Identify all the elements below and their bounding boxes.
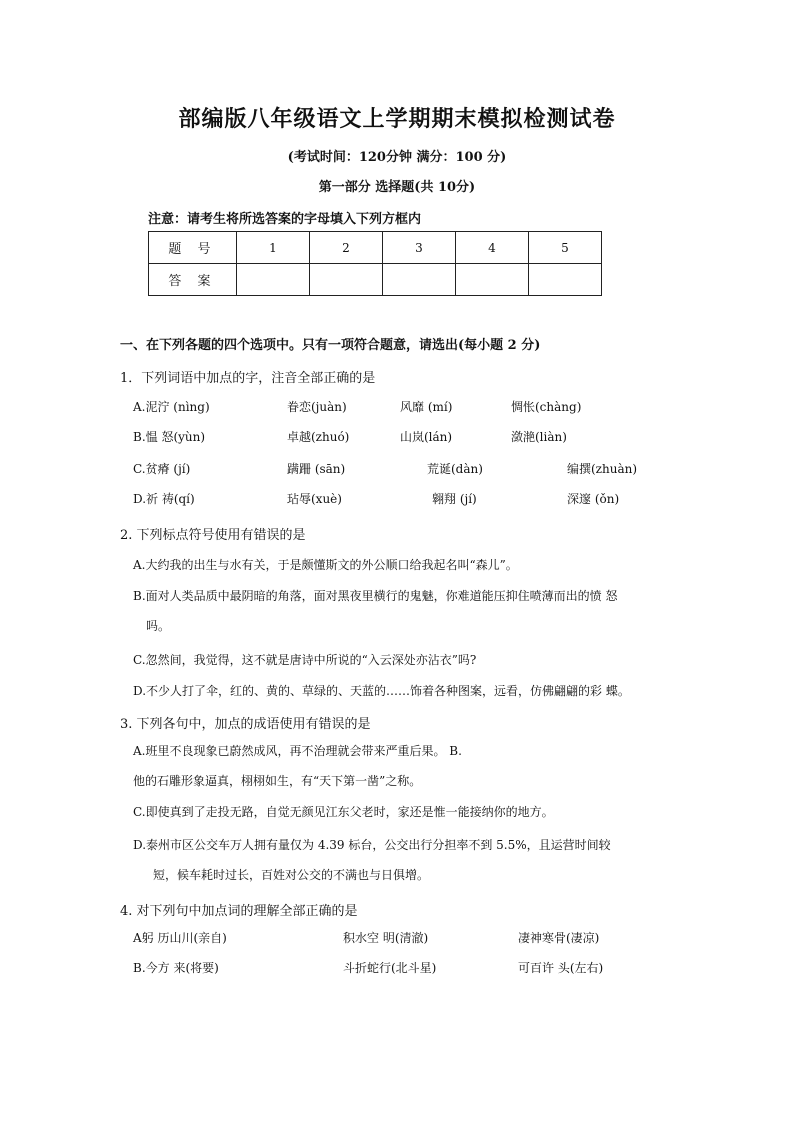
q1-option: 荒诞(dàn) xyxy=(427,462,483,476)
q4-option: 凄神寒骨(凄凉) xyxy=(518,931,600,945)
q1-option: B.愠 怒(yùn) xyxy=(133,430,206,444)
answer-table xyxy=(148,231,602,296)
answer-cell[interactable] xyxy=(456,264,529,296)
q2-option-b: B.面对人类品质中最阴暗的角落，面对黑夜里横行的鬼魅，你难道能压抑住喷薄而出的愤 怒 xyxy=(133,589,618,603)
q1-option: 卓越(zhuó) xyxy=(287,430,350,444)
q4-option: 斗折蛇行(北斗星) xyxy=(343,961,437,975)
question-number: 2 xyxy=(310,232,383,264)
q1-option: 翱翔 (jí) xyxy=(432,492,477,506)
question-number: 5 xyxy=(529,232,602,264)
table-row xyxy=(149,232,602,264)
q1-option: 蹒跚 (sān) xyxy=(287,462,346,476)
section-heading: 一、在下列各题的四个选项中。只有一项符合题意，请选出(每小题 2 分) xyxy=(120,338,541,353)
question-3-stem: 3. 下列各句中，加点的成语使用有错误的是 xyxy=(120,717,371,732)
q3-option-b: 他的石雕形象逼真，栩栩如生，有“天下第一凿”之称。 xyxy=(133,774,422,788)
answer-cell[interactable] xyxy=(529,264,602,296)
q4-option: 可百许 头(左右) xyxy=(518,961,604,975)
row-label-question: 题 号 xyxy=(149,232,237,264)
part-heading: 第一部分 选择题(共 10分) xyxy=(318,180,476,195)
answer-note: 注意：请考生将所选答案的字母填入下列方框内 xyxy=(148,212,422,227)
q3-option-c: C.即使真到了走投无路，自觉无颜见江东父老时，家还是惟一能接纳你的地方。 xyxy=(133,805,554,819)
answer-cell[interactable] xyxy=(237,264,310,296)
question-number: 1 xyxy=(237,232,310,264)
q1-option: A.泥泞 (nìng) xyxy=(133,400,210,414)
exam-info: (考试时间：120分钟 满分：100 分) xyxy=(287,150,507,165)
row-label-answer: 答 案 xyxy=(149,264,237,296)
q1-option: 潋滟(liàn) xyxy=(511,430,567,444)
q2-option-d: D.不少人打了伞，红的、黄的、草绿的、天蓝的……饰着各种图案，远看，仿佛翩翩的彩 蝶。 xyxy=(133,684,630,698)
question-2-stem: 2. 下列标点符号使用有错误的是 xyxy=(120,528,306,543)
q2-option-b-cont: 吗。 xyxy=(146,619,171,633)
q1-option: 风靡 (mí) xyxy=(400,400,453,414)
page-title: 部编版八年级语文上学期期末模拟检测试卷 xyxy=(178,107,616,132)
question-1-stem: 1．下列词语中加点的字，注音全部正确的是 xyxy=(120,371,376,386)
q2-option-c: C.忽然间，我觉得，这不就是唐诗中所说的“入云深处亦沾衣”吗? xyxy=(133,653,477,667)
q1-option: 山岚(lán) xyxy=(400,430,453,444)
q1-option: 玷辱(xuè) xyxy=(287,492,342,506)
q4-option: B.今方 来(将要) xyxy=(133,961,219,975)
q3-option-d-cont: 短，候车耗时过长，百姓对公交的不满也与日俱增。 xyxy=(153,868,430,882)
question-number: 4 xyxy=(456,232,529,264)
q1-option: C.贫瘠 (jí) xyxy=(133,462,191,476)
q1-option: 深邃 (ǒn) xyxy=(567,492,620,506)
q2-option-a: A.大约我的出生与水有关，于是颇懂斯文的外公顺口给我起名叫“森儿”。 xyxy=(133,558,518,572)
question-4-stem: 4. 对下列句中加点词的理解全部正确的是 xyxy=(120,904,358,919)
answer-cell[interactable] xyxy=(310,264,383,296)
q1-option: 惆怅(chàng) xyxy=(511,400,582,414)
q4-option: A躬 历山川(亲自) xyxy=(133,931,227,945)
q1-option: 编撰(zhuàn) xyxy=(567,462,638,476)
q1-option: 眷恋(juàn) xyxy=(287,400,347,414)
table-row xyxy=(149,264,602,296)
q3-option-d: D.泰州市区公交车万人拥有量仅为 4.39 标台，公交出行分担率不到 5.5%，且运营时间较 xyxy=(133,838,611,852)
q3-option-a: A.班里不良现象已蔚然成风，再不治理就会带来严重后果。 B. xyxy=(133,744,462,758)
answer-cell[interactable] xyxy=(383,264,456,296)
question-number: 3 xyxy=(383,232,456,264)
q1-option: D.祈 祷(qí) xyxy=(133,492,195,506)
q4-option: 积水空 明(清澈) xyxy=(343,931,429,945)
